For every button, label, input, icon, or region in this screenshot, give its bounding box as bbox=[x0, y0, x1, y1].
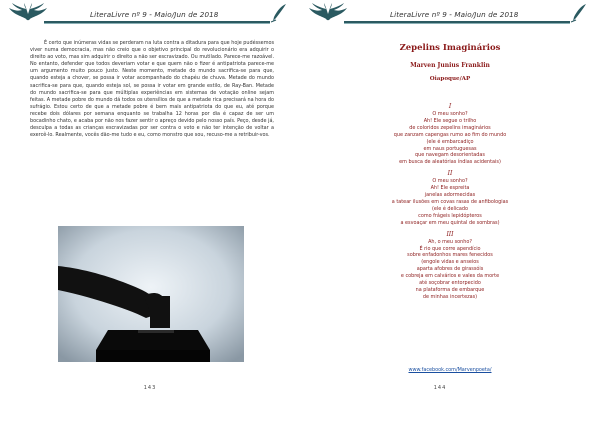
header-title: LiteraLivre nº 9 - Maio/Jun de 2018 bbox=[90, 10, 219, 19]
poem-body bbox=[300, 102, 600, 304]
poem-line: na plataforma de embarque bbox=[415, 286, 485, 293]
poem-line: que zanzam capengas rumo ao fim do mundo bbox=[393, 131, 507, 138]
facebook-link[interactable]: www.facebook.com/Marvenpoeta/ bbox=[408, 367, 492, 373]
voting-ballot-photo bbox=[58, 226, 244, 362]
poem-line: a esvoaçar em meu quintal de sombras) bbox=[400, 219, 500, 226]
poem-line: a tatear ilusões em covas rasas de anfibologias bbox=[391, 198, 509, 205]
page-number: 144 bbox=[433, 385, 447, 391]
poem-line: e cobreja em calvários e vales da morte bbox=[400, 273, 500, 280]
winged-emblem-icon bbox=[8, 2, 48, 24]
poem-line: (engole vidas e anseios bbox=[421, 259, 479, 266]
poem-line: Ah! Ele segue o trilho bbox=[423, 117, 477, 124]
header-rule bbox=[344, 21, 570, 24]
poem-title: Zepelins Imaginários bbox=[399, 43, 501, 53]
article-body bbox=[30, 40, 274, 139]
poem-line: aparta afobres de girassóis bbox=[416, 266, 484, 273]
poem-line: (ele é embarcadiço bbox=[426, 138, 474, 145]
winged-emblem-icon bbox=[308, 2, 348, 24]
stanza-2 bbox=[300, 169, 600, 226]
poem-author: Marven Junius Franklin bbox=[410, 62, 490, 69]
header-rule bbox=[44, 21, 270, 24]
poem-line: É rio que corre apendício bbox=[419, 245, 481, 252]
stanza-numeral: I bbox=[448, 103, 452, 110]
poem-line: sobre enfadonhos mares fenecidos bbox=[407, 252, 493, 259]
stanza-1 bbox=[300, 102, 600, 166]
quill-pen-icon bbox=[270, 3, 288, 23]
stanza-3 bbox=[300, 230, 600, 301]
poem-line: O meu sonho? bbox=[432, 178, 468, 185]
header-title: LiteraLivre nº 9 - Maio/Jun de 2018 bbox=[390, 10, 519, 19]
poem-line: Ah! Ele espreita bbox=[430, 185, 470, 192]
poem-line: de coloridos zepelins imaginários bbox=[409, 124, 491, 131]
stanza-numeral: III bbox=[446, 230, 454, 238]
poem-place: Oiapoque/AP bbox=[429, 76, 471, 82]
poem-line: em naus portuguesas bbox=[423, 145, 477, 152]
page-header bbox=[300, 2, 600, 24]
poem-line: de minhas incertezas) bbox=[422, 293, 478, 300]
quill-pen-icon bbox=[570, 3, 588, 23]
poem-line: (ele é delicado bbox=[431, 205, 469, 212]
poem-line: como frágeis lepidópteros bbox=[418, 212, 482, 219]
poem-line: janelas adormecidas bbox=[424, 192, 476, 199]
right-page bbox=[300, 0, 600, 424]
poem-line: que navegam desorientadas bbox=[415, 152, 485, 159]
poem-line: em busca de aleatórias índias acidentais) bbox=[399, 159, 501, 166]
poem-line: O meu sonho? bbox=[432, 111, 468, 117]
page-header bbox=[0, 2, 300, 24]
poem-line: Ah, o meu sonho? bbox=[428, 238, 472, 245]
stanza-numeral: II bbox=[447, 170, 453, 178]
article-paragraph: É certo que inúmeras vidas se perderam na luta contra a ditadura para que hoje pudéssemos viver numa democracia, mas não creio que o objetivo principal do revolucionário era adquirir o direito ao voto, mas sim adquirir o direito a não ser escravizado. Ou mutilado. Parece-me razoável. No entanto, defender que todos deveriam votar e que quem não o fizer é antipatriota parece-me um argumento muito pouco justo. Neste momento, metade do mundo sacrifica-se para que, quando esteja a chover, se possa ir votar acompanhado do chapéu de chuva. Metade do mundo sacrifica-se para que, quando esteja sol, se possa ir votar em grande estilo, de Ray-Ban. Metade do mundo sacrifica-se para que múltiplas experiências em sistemas de votação online sejam feitas. A metade pobre do mundo dá todos os utensílios de que a metade rica precisará na hora do sufrágio. Estou certo de que a metade pobre é bem mais antipatriota do que eu, até porque recebe dois dólares por semana enquanto se trabalha 12 horas por dia é capaz de ser um bocadinho chato, e acaba por não nos fazer sentir o apreço devido pelo nosso país. Peço, desde já, desculpa a todas as crianças escravizadas por ser contra o voto e não ter intenção de voltar a exercê-lo. Realmente, vocês dão-me tudo e eu, como monstro que sou, recuso-me a retribuir-vos. bbox=[30, 40, 274, 139]
page-number: 143 bbox=[143, 385, 157, 391]
poem-line: até soçobrar entorpecido bbox=[419, 280, 481, 287]
